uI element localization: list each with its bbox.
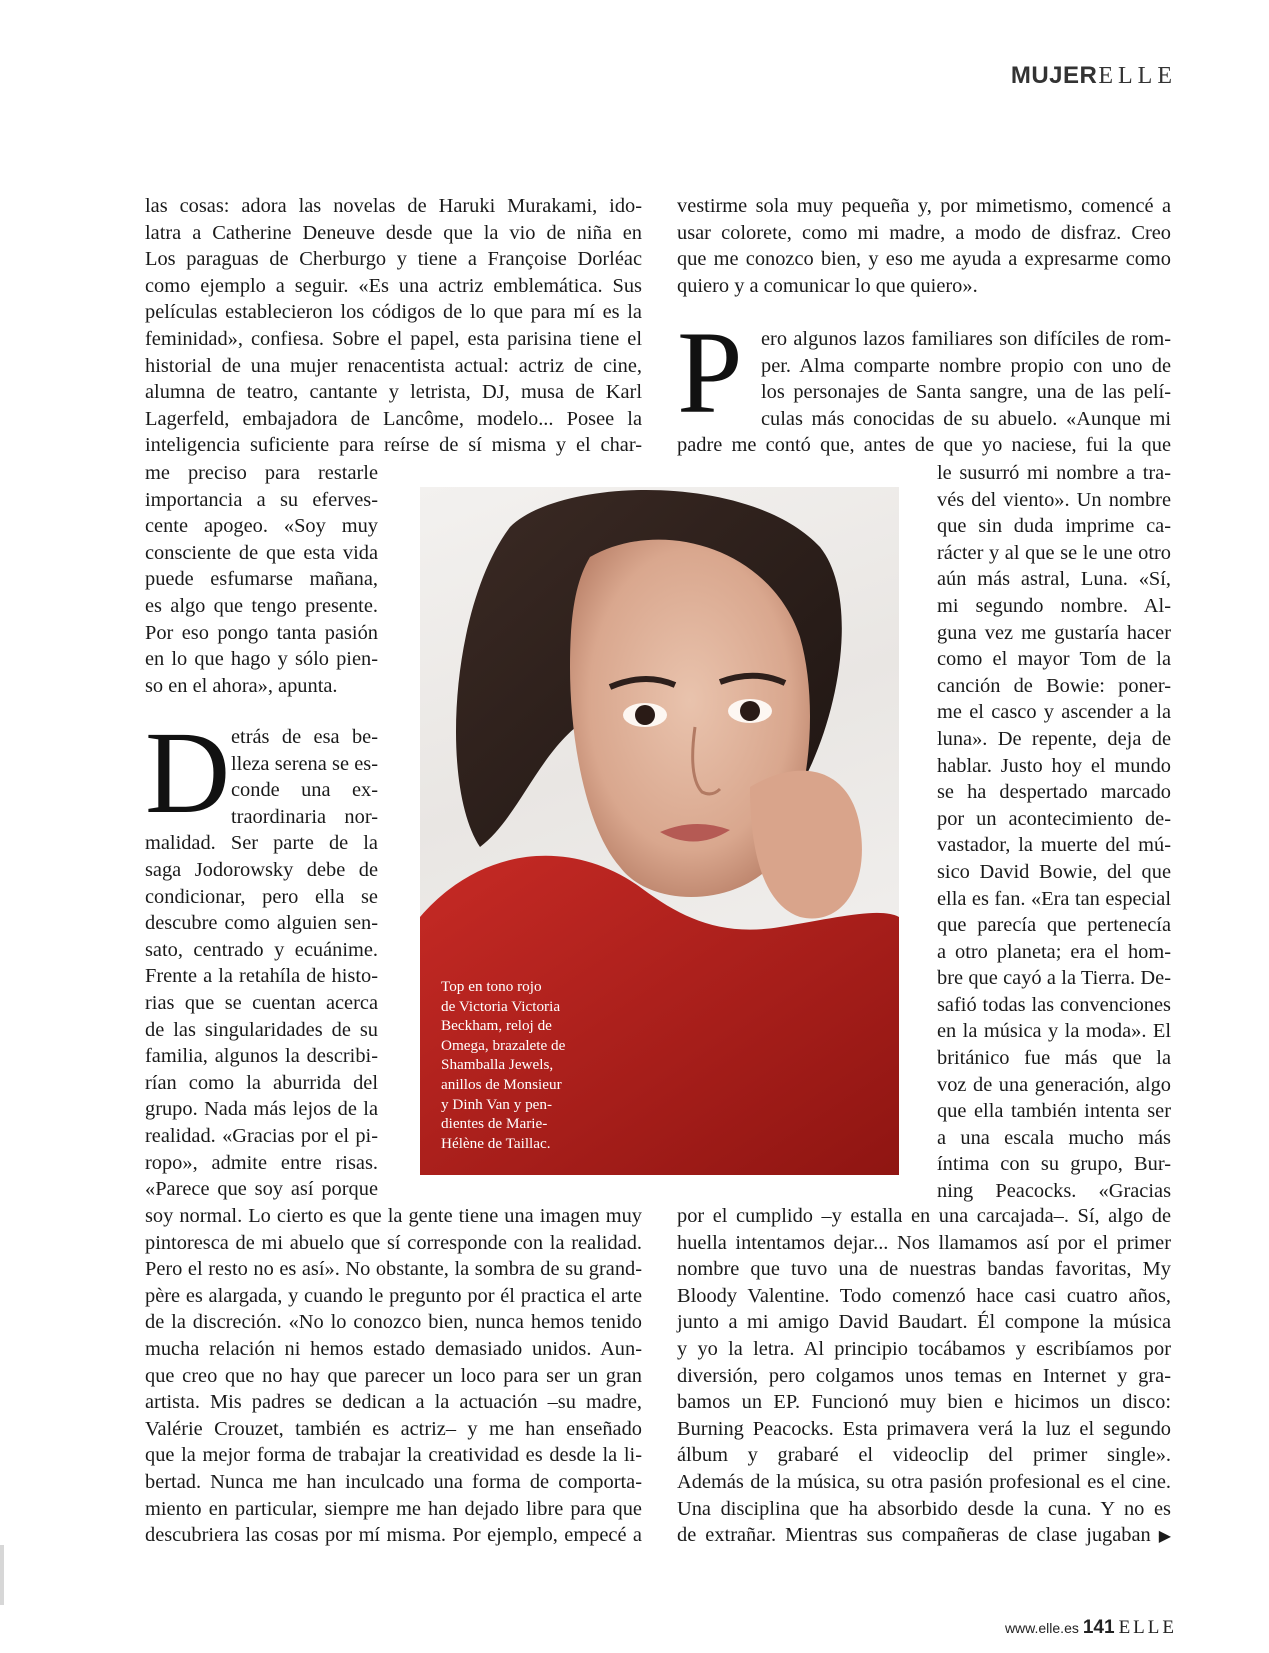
text-line: me preciso para restarle xyxy=(145,462,378,484)
section-label: MUJER xyxy=(1010,62,1098,89)
text-line: soy normal. Lo cierto es que la gente tiene una imagen muy xyxy=(145,1205,642,1227)
text-line: malidad. Ser parte de la xyxy=(145,832,378,855)
text-line: nombre que tuvo una de nuestras bandas favoritas, My xyxy=(677,1258,1171,1281)
text-line: guna vez me gustaría hacer xyxy=(937,621,1171,644)
text-line: condicionar, pero ella se xyxy=(145,885,378,908)
text-line: usar colorete, como mi madre, a modo de disfraz. Creo xyxy=(677,221,1171,244)
text-line: miento en particular, siempre me han dejado libre para que xyxy=(145,1497,642,1520)
text-line: ella es fan. «Era tan especial xyxy=(937,887,1171,910)
text-line: Lagerfeld, embajadora de Lancôme, modelo... Posee la xyxy=(145,407,642,430)
text-line: de las singularidades de su xyxy=(145,1018,378,1041)
text-line: a una escala mucho más xyxy=(937,1126,1171,1149)
text-line: père es alargada, y cuando le pregunto por él practica el arte xyxy=(145,1284,642,1307)
text-line: diversión, pero colgamos unos temas en Internet y gra- xyxy=(677,1364,1171,1387)
photo-caption xyxy=(441,977,591,1153)
text-line: artista. Mis padres se dedican a la actuación –su madre, xyxy=(145,1391,642,1414)
text-line: canción de Bowie: poner- xyxy=(937,674,1171,697)
text-line: junto a mi amigo David Baudart. Él compone la música xyxy=(677,1311,1171,1334)
text-line: hablar. Justo hoy el mundo xyxy=(937,754,1171,777)
text-line: «Parece que soy así porque xyxy=(145,1178,378,1201)
caption-line: Beckham, reloj de xyxy=(441,1017,552,1035)
text-line: Frente a la retahíla de histo- xyxy=(145,965,378,988)
caption-line: Hélène de Taillac. xyxy=(441,1134,551,1152)
drop-cap-p: P xyxy=(677,307,743,438)
text-line: y yo la letra. Al principio tocábamos y escribíamos por xyxy=(677,1337,1171,1360)
text-line: rácter y al que se le une otro xyxy=(937,541,1171,564)
text-line: historial de una mujer renacentista actual: actriz de cine, xyxy=(145,354,642,377)
text-line: familia, algunos la describi- xyxy=(145,1045,378,1068)
text-line: rían como la aburrida del xyxy=(145,1071,378,1094)
right-column-dropcap-paragraph xyxy=(677,307,1171,459)
text-line: Una disciplina que ha absorbido desde la cuna. Y no es xyxy=(677,1497,1171,1520)
text-line: conde una ex- xyxy=(231,779,378,802)
caption-line: de Victoria Victoria xyxy=(441,997,561,1015)
text-line: vés del viento». Un nombre xyxy=(937,488,1171,511)
text-line: vastador, la muerte del mú- xyxy=(937,834,1171,857)
left-column-top xyxy=(145,193,642,459)
text-line: safió todas las convenciones xyxy=(937,993,1171,1016)
text-line: a otro planeta; era el hom- xyxy=(937,940,1171,963)
section-header xyxy=(1011,62,1177,90)
text-line: alumna de teatro, cantante y letrista, DJ, musa de Karl xyxy=(145,381,642,404)
text-line: mi segundo nombre. Al- xyxy=(937,594,1171,617)
text-line: películas establecieron los códigos de lo que para mí es la xyxy=(145,301,642,324)
text-line: íntima con su grupo, Bur- xyxy=(937,1153,1171,1176)
text-line: traordinaria nor- xyxy=(231,805,378,828)
text-line: vestirme sola muy pequeña y, por mimetismo, comencé a xyxy=(677,195,1171,217)
text-line: realidad. «Gracias por el pi- xyxy=(145,1124,378,1147)
drop-cap-d: D xyxy=(145,707,231,838)
page-number: 141 xyxy=(1082,1617,1115,1638)
text-line: los personajes de Santa sangre, una de las pelí- xyxy=(761,381,1171,404)
text-line: importancia a su eferves- xyxy=(145,488,378,511)
text-line: Además de la música, su otra pasión profesional es el cine. xyxy=(677,1470,1171,1493)
text-line: británico fue más que la xyxy=(937,1047,1171,1070)
text-line: Pero el resto no es así». No obstante, la sombra de su grand- xyxy=(145,1258,642,1281)
text-line: ropo», admite entre risas. xyxy=(145,1151,378,1174)
edge-marker xyxy=(0,1545,4,1605)
footer-brand: ELLE xyxy=(1118,1617,1177,1638)
text-line: feminidad», confiesa. Sobre el papel, esta parisina tiene el xyxy=(145,327,642,350)
text-line: Por eso pongo tanta pasión xyxy=(145,621,378,644)
right-column-narrow xyxy=(937,460,1171,1205)
text-line: como ejemplo a seguir. «Es una actriz emblemática. Sus xyxy=(145,274,642,297)
text-line: Bloody Valentine. Todo comenzó hace casi cuatro años, xyxy=(677,1284,1171,1307)
text-line: que ella también intenta ser xyxy=(937,1100,1171,1123)
text-line: ero algunos lazos familiares son difíciles de rom- xyxy=(761,328,1171,350)
text-line: Burning Peacocks. Esta primavera verá la luz el segundo xyxy=(677,1417,1171,1440)
text-line: las cosas: adora las novelas de Haruki Murakami, ido- xyxy=(145,195,642,217)
text-line: que sin duda imprime ca- xyxy=(937,515,1171,538)
text-line: por el cumplido –y estalla en una carcajada–. Sí, algo de xyxy=(677,1205,1171,1227)
footer-url: www.elle.es xyxy=(1004,1620,1079,1636)
text-line: Valérie Crouzet, también es actriz– y me han enseñado xyxy=(145,1417,642,1440)
text-line: Los paraguas de Cherburgo y tiene a Françoise Dorléac xyxy=(145,248,642,271)
text-line: sato, centrado y ecuánime. xyxy=(145,938,378,961)
text-line: padre me contó que, antes de que yo naciese, fui la que xyxy=(677,434,1171,457)
text-line: álbum y grabaré el videoclip del primer single». xyxy=(677,1444,1171,1467)
text-line: ning Peacocks. «Gracias xyxy=(937,1180,1171,1203)
text-line: que creo que no hay que parecer un loco para ser un gran xyxy=(145,1364,642,1387)
caption-line: Omega, brazalete de xyxy=(441,1036,566,1054)
page-footer xyxy=(1005,1617,1177,1639)
caption-line: Top en tono rojo xyxy=(441,978,542,995)
text-line: que parecía que pertenecía xyxy=(937,914,1171,937)
caption-line: y Dinh Van y pen- xyxy=(441,1095,553,1113)
text-line: descubriera las cosas por mí misma. Por ejemplo, empecé a xyxy=(145,1524,642,1547)
text-line: quiero y a comunicar lo que quiero». xyxy=(677,274,978,297)
continue-arrow-icon: ▶ xyxy=(1150,1528,1171,1546)
text-line: rias que se cuentan acerca xyxy=(145,991,378,1014)
text-line: de la discreción. «No lo conozco bien, nunca hemos tenido xyxy=(145,1311,642,1334)
text-line: huella intentamos dejar... Nos llamamos así por el primer xyxy=(677,1231,1171,1254)
text-line: consciente de que esta vida xyxy=(145,541,378,564)
text-line: en lo que hago y sólo pien- xyxy=(145,648,378,671)
text-line: es algo que tengo presente. xyxy=(145,594,378,617)
text-line: culas más conocidas de su abuelo. «Aunque mi xyxy=(761,407,1171,430)
text-line: luna». De repente, deja de xyxy=(937,727,1171,750)
text-line: pintoresca de mi abuelo que sí corresponde con la realidad. xyxy=(145,1231,642,1254)
text-line: sico David Bowie, del que xyxy=(937,860,1171,883)
caption-line: dientes de Marie- xyxy=(441,1115,548,1133)
text-line: por un acontecimiento de- xyxy=(937,807,1171,830)
right-column-top xyxy=(677,193,1171,299)
text-line: bertad. Nunca me han inculcado una forma de comporta- xyxy=(145,1470,642,1493)
text-line: se ha despertado marcado xyxy=(937,781,1171,804)
caption-line: anillos de Monsieur xyxy=(441,1075,562,1093)
text-line: etrás de esa be- xyxy=(231,726,378,748)
text-line: le susurró mi nombre a tra- xyxy=(937,462,1171,484)
text-line: descubre como alguien sen- xyxy=(145,912,378,935)
text-line: inteligencia suficiente para reírse de sí misma y el char- xyxy=(145,434,642,457)
text-line: bamos un EP. Funcionó muy bien e hicimos un disco: xyxy=(677,1391,1171,1414)
caption-line: Shamballa Jewels, xyxy=(441,1056,554,1074)
text-line: latra a Catherine Deneuve desde que la vio de niña en xyxy=(145,221,642,244)
text-line: en la música y la moda». El xyxy=(937,1020,1171,1043)
text-line: bre que cayó a la Tierra. De- xyxy=(937,967,1171,990)
text-line: aún más astral, Luna. «Sí, xyxy=(937,568,1171,591)
text-line: lleza serena se es- xyxy=(231,752,378,775)
text-line: cente apogeo. «Soy muy xyxy=(145,515,378,538)
text-line: puede esfumarse mañana, xyxy=(145,568,378,591)
text-line: voz de una generación, algo xyxy=(937,1073,1171,1096)
text-line: so en el ahora», apunta. xyxy=(145,674,338,697)
text-line: per. Alma comparte nombre propio con uno de xyxy=(761,354,1171,377)
text-line: como el mayor Tom de la xyxy=(937,648,1171,671)
text-line: que la mejor forma de trabajar la creatividad es desde la li- xyxy=(145,1444,642,1467)
text-line: mucha relación ni hemos estado demasiado unidos. Aun- xyxy=(145,1337,642,1360)
left-column-bottom xyxy=(145,1203,642,1549)
text-line: que me conozco bien, y eso me ayuda a expresarme como xyxy=(677,248,1171,271)
text-line: de extrañar. Mientras sus compañeras de clase jugaban ▶ xyxy=(677,1524,1171,1547)
text-line: saga Jodorowsky debe de xyxy=(145,858,378,881)
left-column-dropcap-paragraph xyxy=(145,707,378,1203)
brand-logo: ELLE xyxy=(1098,63,1177,89)
right-column-bottom xyxy=(677,1203,1171,1551)
left-column-narrow xyxy=(145,460,378,699)
text-line: me el casco y ascender a la xyxy=(937,701,1171,724)
text-line: grupo. Nada más lejos de la xyxy=(145,1098,378,1121)
